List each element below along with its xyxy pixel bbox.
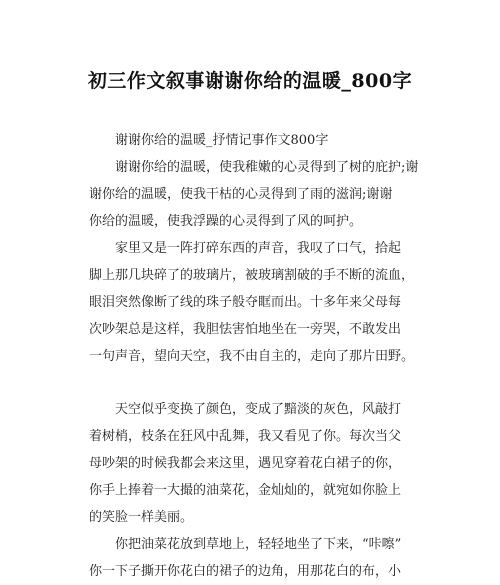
document-body [89, 127, 429, 585]
paragraph-gap [89, 370, 429, 396]
paragraph-line: 脚上那几块碎了的玻璃片，被玻璃割破的手不断的流血， [89, 268, 415, 283]
subtitle-line: 谢谢你给的温暖_抒情记事作文800字 [115, 133, 329, 148]
paragraph-line: 一句声音，望向天空，我不由自主的，走向了那片田野。 [89, 349, 415, 364]
paragraph-line: 你一下子撕开你花白的裙子的边角，用那花白的布，小 [89, 564, 402, 579]
paragraph-line: 谢谢你给的温暖，使我稚嫩的心灵得到了树的庇护;谢 [115, 160, 419, 175]
paragraph-line: 天空似乎变换了颜色，变成了黯淡的灰色，风敲打 [115, 402, 402, 417]
paragraph-line: 家里又是一阵打碎东西的声音，我叹了口气，拾起 [115, 241, 402, 256]
paragraph-line: 次吵架总是这样，我胆怯害怕地坐在一旁哭，不敢发出 [89, 322, 402, 337]
paragraph-line: 母吵架的时候我都会来这里，遇见穿着花白裙子的你， [89, 456, 402, 471]
paragraph-line: 你给的温暖，使我浮躁的心灵得到了风的呵护。 [89, 214, 363, 229]
document-title: 初三作文叙事谢谢你给的温暖_800字 [87, 70, 413, 92]
paragraph-line: 着树梢，枝条在狂风中乱舞，我又看见了你。每次当父 [89, 429, 402, 444]
paragraph-line: 你把油菜花放到草地上，轻轻地坐了下来，“咔嚓” [115, 537, 402, 552]
paragraph-line: 你手上捧着一大撮的油菜花，金灿灿的，就宛如你脸上 [89, 483, 402, 498]
paragraph-line: 的笑脸一样美丽。 [89, 510, 194, 525]
paragraph-line: 谢你给的温暖，使我干枯的心灵得到了雨的滋润;谢谢 [89, 187, 393, 202]
paragraph-line: 眼泪突然像断了线的珠子般夺眶而出。十多年来父母每 [89, 295, 402, 310]
